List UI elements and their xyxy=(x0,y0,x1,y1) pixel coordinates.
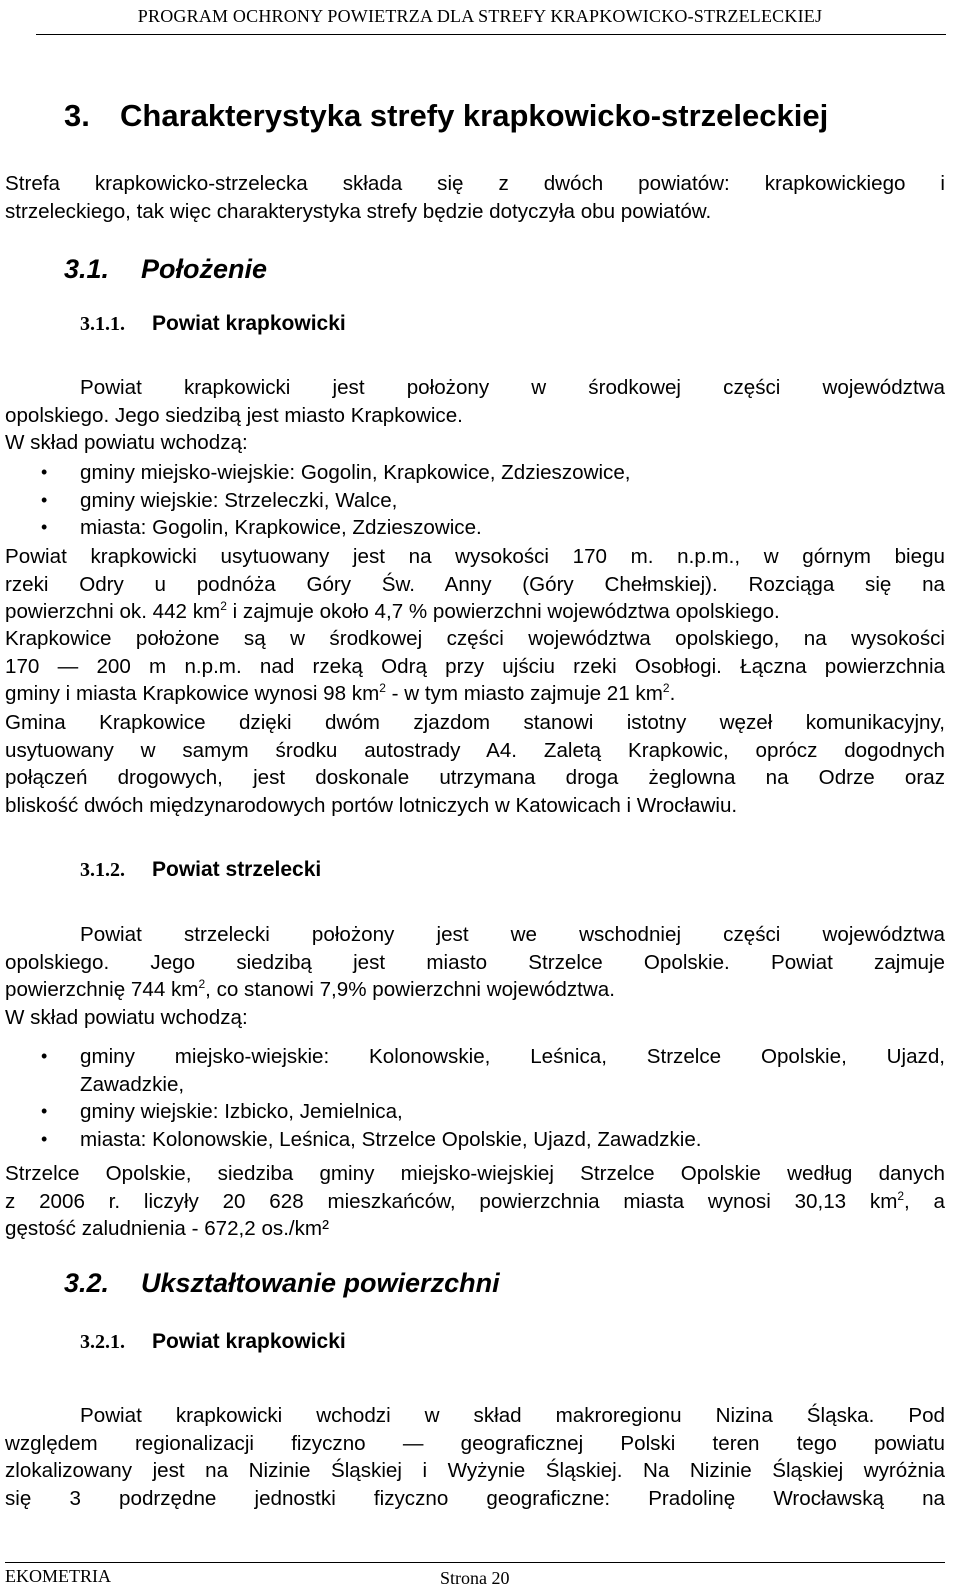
text-line: strzeleckiego, tak więc charakterystyka strefy będzie dotyczyła obu powiatów. xyxy=(5,199,712,223)
section-3-1-1-para2 xyxy=(5,625,945,708)
section-3-heading xyxy=(64,98,828,134)
section-3-1-2-list xyxy=(5,1043,945,1153)
section-3-intro xyxy=(5,170,945,225)
text-line: powierzchnię 744 $km^2$, co stanowi 7,9% powierzchni województwa. xyxy=(5,977,615,1001)
text-line: bliskość dwóch międzynarodowych portów lotniczych w Katowicach i Wrocławiu. xyxy=(5,793,738,817)
list-item: • miasta: Kolonowskie, Leśnica, Strzelce Opolskie, Ujazd, Zawadzkie. xyxy=(5,1126,945,1154)
section-3-1-1-list xyxy=(5,459,945,542)
header-rule xyxy=(36,34,946,35)
section-3-1-2-para1 xyxy=(5,1160,945,1243)
section-title: Charakterystyka strefy krapkowicko-strzeleckiej xyxy=(120,98,829,133)
composition-intro: W skład powiatu wchodzą: xyxy=(5,1005,248,1029)
text-line: Strefa krapkowicko-strzelecka składa się z dwóch powiatów: krapkowickiego i xyxy=(5,172,945,195)
list-item: • miasta: Gogolin, Krapkowice, Zdzieszowice. xyxy=(5,514,945,542)
section-title: Powiat krapkowicki xyxy=(152,312,346,335)
text-line: Powiat krapkowicki usytuowany jest na wysokości 170 m. n.p.m., w górnym biegu xyxy=(5,545,945,568)
section-title: Powiat strzelecki xyxy=(152,858,322,881)
section-title: Ukształtowanie powierzchni xyxy=(141,1268,500,1298)
footer-company: EKOMETRIA xyxy=(5,1566,111,1586)
section-3-1-2-lead xyxy=(5,921,945,1031)
text-line: względem regionalizacji fizyczno — geograficznej Polski teren tego powiatu xyxy=(5,1431,945,1455)
section-number: 3. xyxy=(64,98,90,133)
section-number: 3.2.1. xyxy=(80,1331,125,1353)
list-item: • gminy miejsko-wiejskie: Kolonowskie, Leśnica, Strzelce Opolskie, Ujazd, Zawadzkie, xyxy=(5,1043,945,1098)
section-number: 3.1.2. xyxy=(80,859,125,881)
text-line: 170 — 200 m n.p.m. nad rzeką Odrą przy ujściu rzeki Osobłogi. Łączna powierzchnia xyxy=(5,654,945,678)
text-line: opolskiego. Jego siedzibą jest miasto Krapkowice. xyxy=(5,403,463,427)
text-line: powierzchni ok. 442 $km^2$ i zajmuje około 4,7 % powierzchni województwa opolskiego. xyxy=(5,599,780,623)
list-item: • gminy wiejskie: Strzeleczki, Walce, xyxy=(5,487,945,515)
text-line: Powiat krapkowicki wchodzi w skład makroregionu Nizina Śląska. Pod xyxy=(80,1404,945,1427)
text-line: Strzelce Opolskie, siedziba gminy miejsko-wiejskiej Strzelce Opolskie według danych xyxy=(5,1162,945,1185)
text-line: rzeki Odry u podnóża Góry Św. Anny (Góry Chełmskiej). Rozciąga się na xyxy=(5,572,945,596)
text-line: gęstość zaludnienia - 672,2 os./km² xyxy=(5,1217,329,1240)
section-3-1-heading xyxy=(64,254,267,285)
composition-intro: W skład powiatu wchodzą: xyxy=(5,431,248,454)
text-line: opolskiego. Jego siedzibą jest miasto Strzelce Opolskie. Powiat zajmuje xyxy=(5,950,945,974)
text-line: się 3 podrzędne jednostki fizyczno geograficzne: Pradolinę Wrocławską na xyxy=(5,1486,945,1510)
text-line: zlokalizowany jest na Nizinie Śląskiej i Wyżynie Śląskiej. Na Nizinie Śląskiej wyróżnia xyxy=(5,1459,945,1482)
section-number: 3.1.1. xyxy=(80,313,125,335)
text-line: Powiat strzelecki położony jest we wschodniej części województwa xyxy=(80,923,945,946)
list-item: • gminy wiejskie: Izbicko, Jemielnica, xyxy=(5,1098,945,1126)
section-3-1-1-heading xyxy=(80,312,346,336)
section-3-2-1-heading xyxy=(80,1330,346,1354)
page-number: Strona 20 xyxy=(440,1568,510,1588)
section-number: 3.1. xyxy=(64,254,110,284)
text-line: Krapkowice położone są w środkowej części województwa opolskiego, na wysokości xyxy=(5,627,945,650)
section-3-2-1-lead xyxy=(5,1402,945,1512)
section-title: Położenie xyxy=(141,254,268,284)
section-3-1-1-para3 xyxy=(5,709,945,819)
text-line: z 2006 r. liczyły 20 628 mieszkańców, powierzchnia miasta wynosi 30,13 $km^2$, a xyxy=(5,1188,945,1213)
text-line: połączeń drogowych, jest doskonale utrzymana droga żeglowna na Odrze oraz xyxy=(5,766,945,789)
footer-rule xyxy=(5,1562,945,1563)
text-line: Powiat krapkowicki jest położony w środkowej części województwa xyxy=(80,376,945,399)
section-3-1-1-lead xyxy=(5,374,945,457)
text-line: gminy i miasta Krapkowice wynosi 98 $km^2$ - w tym miasto zajmuje 21 $km^2$. xyxy=(5,681,676,705)
text-line: Gmina Krapkowice dzięki dwóm zjazdom stanowi istotny węzeł komunikacyjny, xyxy=(5,711,945,734)
text-line: usytuowany w samym środku autostrady A4. Zaletą Krapkowic, oprócz dogodnych xyxy=(5,738,945,762)
section-3-2-heading xyxy=(64,1268,500,1299)
running-header: PROGRAM OCHRONY POWIETRZA DLA STREFY KRAPKOWICKO-STRZELECKIEJ xyxy=(137,6,823,26)
section-3-1-1-para1 xyxy=(5,543,945,626)
section-3-1-2-heading xyxy=(80,858,321,882)
list-item: • gminy miejsko-wiejskie: Gogolin, Krapkowice, Zdzieszowice, xyxy=(5,459,945,487)
section-title: Powiat krapkowicki xyxy=(152,1330,346,1353)
section-number: 3.2. xyxy=(64,1268,110,1298)
